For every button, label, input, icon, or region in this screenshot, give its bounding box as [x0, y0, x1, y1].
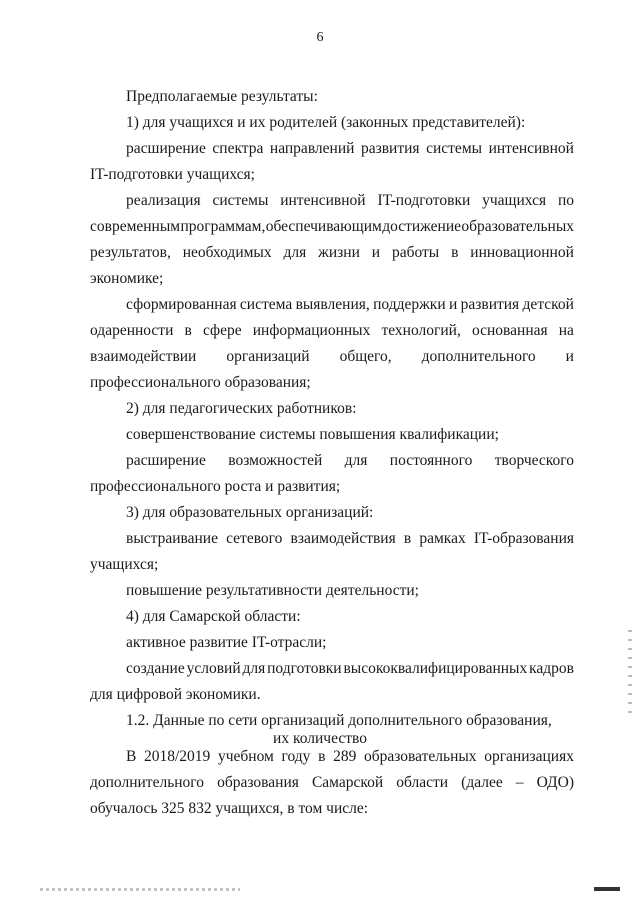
paragraph-line: современным программам, обеспечивающим достижение образовательных	[90, 218, 574, 235]
paragraph-line: одаренности в сфере информационных технологий, основанная на	[90, 322, 574, 339]
paragraph-line: дополнительного образования Самарской области (далее – ОДО)	[90, 774, 574, 791]
paragraph-line: выстраивание сетевого взаимодействия в рамках IT-образования	[126, 530, 574, 547]
item-students-parents: 1) для учащихся и их родителей (законных представителей):	[126, 114, 526, 131]
item-samara-region: 4) для Самарской области:	[126, 608, 301, 625]
paragraph-line: активное развитие IT-отрасли;	[126, 634, 327, 651]
paragraph-line: профессионального роста и развития;	[90, 478, 341, 495]
paragraph-line: расширение спектра направлений развития системы интенсивной	[126, 140, 574, 157]
paragraph-line: учащихся;	[90, 556, 159, 573]
paragraph-line: IT-подготовки учащихся;	[90, 166, 255, 183]
paragraph-line: взаимодействии организаций общего, дополнительного и	[90, 348, 574, 365]
paragraph-line: совершенствование системы повышения квалификации;	[126, 426, 499, 443]
paragraph-line: повышение результативности деятельности;	[126, 582, 419, 599]
paragraph-line: для цифровой экономики.	[90, 686, 261, 703]
paragraph-line: экономике;	[90, 270, 164, 287]
page-number: 6	[316, 30, 324, 45]
paragraph-line: профессионального образования;	[90, 374, 311, 391]
scan-edge-mark	[628, 630, 632, 720]
paragraph-line: обучалось 325 832 учащихся, в том числе:	[90, 800, 369, 817]
section-heading-continued: их количество	[273, 730, 367, 747]
section-heading: 1.2. Данные по сети организаций дополнительного образования,	[126, 712, 552, 729]
item-teachers: 2) для педагогических работников:	[126, 400, 357, 417]
paragraph-line: результатов, необходимых для жизни и работы в инновационной	[90, 244, 574, 261]
paragraph-line: сформированная система выявления, поддержки и развития детской	[126, 296, 574, 313]
paragraph-line: создание условий для подготовки высококвалифицированных кадров	[126, 660, 574, 677]
scan-footer-noise	[40, 888, 240, 891]
paragraph-line: В 2018/2019 учебном году в 289 образовательных организациях	[126, 748, 574, 765]
paragraph-line: реализация системы интенсивной IT-подготовки учащихся по	[126, 192, 574, 209]
paragraph-line: расширение возможностей для постоянного творческого	[126, 452, 574, 469]
expected-results-heading: Предполагаемые результаты:	[126, 88, 318, 105]
item-organizations: 3) для образовательных организаций:	[126, 504, 374, 521]
scan-footer-mark	[594, 887, 620, 891]
